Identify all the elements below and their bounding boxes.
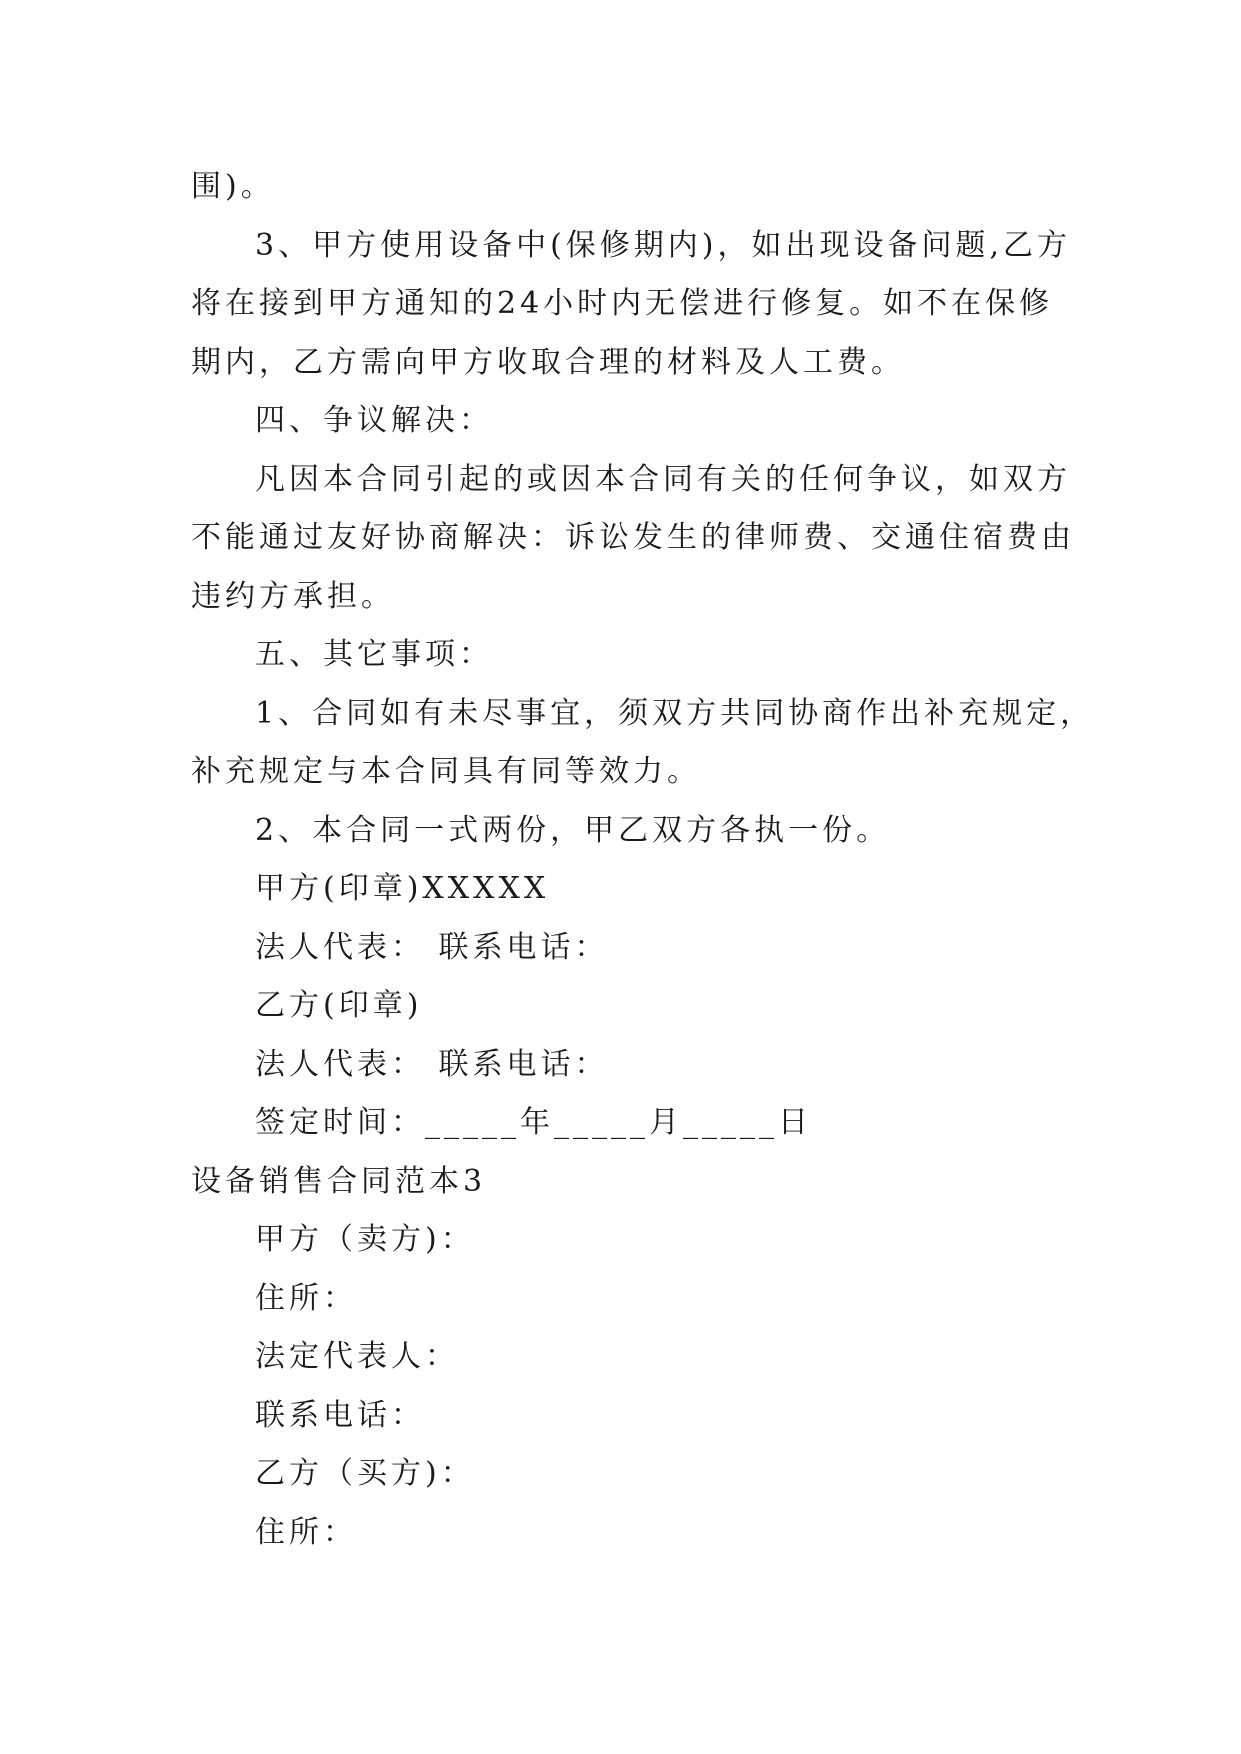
- party-b-line: 乙方（买方)：: [255, 1456, 475, 1491]
- address-line: 住所：: [255, 1514, 357, 1550]
- text-line: 不能通过友好协商解决：诉讼发生的律师费、交通住宿费由: [191, 520, 1075, 555]
- text-line: 2、本合同一式两份，甲乙双方各执一份。: [255, 812, 891, 848]
- representative-line: 法人代表： 联系电话：: [255, 929, 609, 965]
- document-title: 设备销售合同范本3: [191, 1163, 487, 1199]
- legal-rep-line: 法定代表人：: [255, 1339, 459, 1374]
- section-heading: 四、争议解决：: [255, 403, 493, 438]
- text-line: 补充规定与本合同具有同等效力。: [191, 754, 701, 789]
- text-line: 围)。: [191, 169, 275, 204]
- section-heading: 五、其它事项：: [255, 637, 493, 672]
- text-line: 期内，乙方需向甲方收取合理的材料及人工费。: [191, 344, 905, 380]
- representative-line: 法人代表： 联系电话：: [255, 1046, 609, 1082]
- party-a-seal-line: 甲方(印章)XXXXX: [255, 871, 550, 906]
- text-line: 违约方承担。: [191, 578, 395, 614]
- signing-date-line: 签定时间：_____年_____月_____日: [255, 1105, 812, 1140]
- phone-line: 联系电话：: [255, 1397, 425, 1433]
- text-line: 1、合同如有未尽事宜，须双方共同协商作出补充规定，: [255, 695, 1095, 731]
- text-line: 将在接到甲方通知的24小时内无偿进行修复。如不在保修: [191, 286, 1054, 321]
- document-body: [191, 158, 1095, 1562]
- address-line: 住所：: [255, 1280, 357, 1316]
- text-line: 3、甲方使用设备中(保修期内)，如出现设备问题,乙方: [255, 227, 1072, 263]
- party-b-seal-line: 乙方(印章): [255, 988, 423, 1023]
- text-line: 凡因本合同引起的或因本合同有关的任何争议，如双方: [255, 461, 1071, 497]
- party-a-line: 甲方（卖方)：: [255, 1222, 475, 1257]
